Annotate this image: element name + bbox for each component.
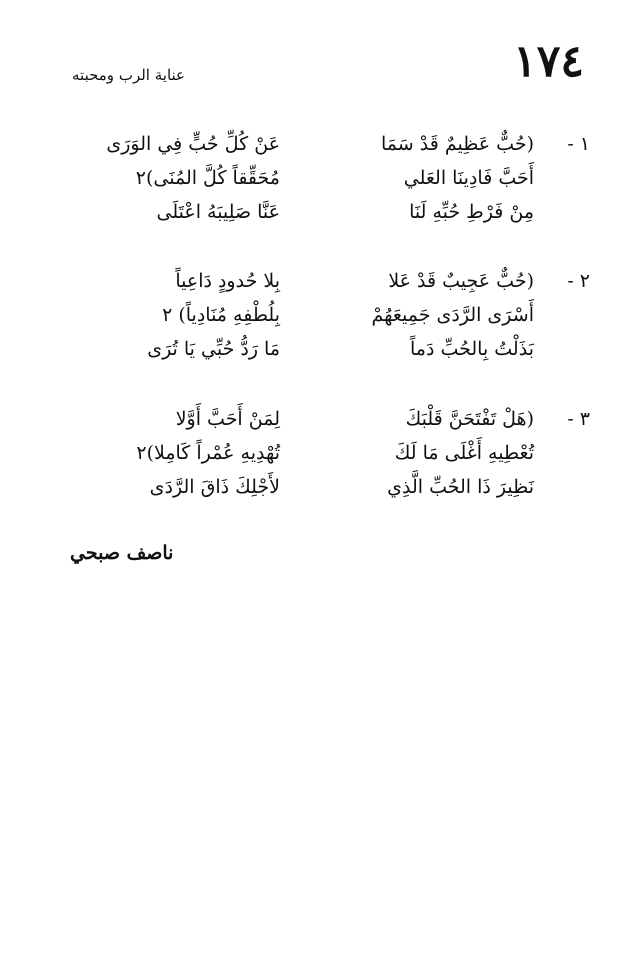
stanza-number: ٢ - (567, 270, 590, 292)
verse-line (60, 298, 590, 332)
hemistich-right: (هَلْ تَفْتَحَنَّ قَلْبَكَ (405, 408, 534, 430)
stanza-2 (60, 264, 590, 366)
hemistich-right: أَحَبَّ فَادِينَا العَلي (403, 167, 534, 189)
stanza-number: ٣ - (567, 408, 590, 430)
hemistich-left: بِلُطْفِهِ مُنَادِياً) ٢ (162, 304, 280, 326)
verse-line (60, 127, 590, 161)
hemistich-right: مِنْ فَرْطِ حُبِّهِ لَنَا (409, 201, 534, 223)
hemistich-right: تُعْطِيهِ أَغْلَى مَا لَكَ (394, 442, 534, 464)
verse-line (60, 470, 590, 504)
author-name: ناصف صبحي (70, 542, 174, 564)
stanza-3 (60, 402, 590, 504)
hemistich-right: (حُبٌّ عَجِيبٌ قَدْ عَلا (388, 270, 534, 292)
verse-line (60, 161, 590, 195)
hemistich-left: بِلا حُدودٍ دَاعِياً (175, 270, 280, 292)
hemistich-left: لأَجْلِكَ ذَاقَ الرَّدَى (149, 476, 280, 498)
running-title: عناية الرب ومحبته (72, 66, 185, 84)
hemistich-left: عَنْ كُلِّ حُبٍّ فِي الوَرَى (106, 133, 280, 155)
hemistich-left: لِمَنْ أَحَبَّ أَوَّلا (175, 408, 280, 430)
hemistich-right: (حُبٌّ عَظِيمٌ قَدْ سَمَا (381, 133, 534, 155)
verse-line (60, 436, 590, 470)
hemistich-left: عَنَّا صَلِيبَهُ اعْتَلَى (156, 201, 280, 223)
hemistich-left: مَا رَدُّ حُبِّي يَا تُرَى (147, 338, 280, 360)
verse-line (60, 332, 590, 366)
page-number: ١٧٤ (513, 36, 584, 87)
hemistich-right: أَسْرَى الرَّدَى جَمِيعَهُمْ (371, 304, 534, 326)
verse-line (60, 195, 590, 229)
hemistich-left: تُهْدِيهِ عُمْراً كَامِلا)٢ (136, 442, 280, 464)
hemistich-right: نَظِيرَ ذَا الحُبِّ الَّذِي (387, 476, 534, 498)
stanza-1 (60, 127, 590, 229)
hemistich-right: بَذَلْتُ بِالحُبِّ دَماً (409, 338, 534, 360)
verse-line (60, 264, 590, 298)
verse-line (60, 402, 590, 436)
stanza-number: ١ - (567, 133, 590, 155)
hemistich-left: مُحَقِّقاً كُلَّ المُنَى)٢ (135, 167, 280, 189)
